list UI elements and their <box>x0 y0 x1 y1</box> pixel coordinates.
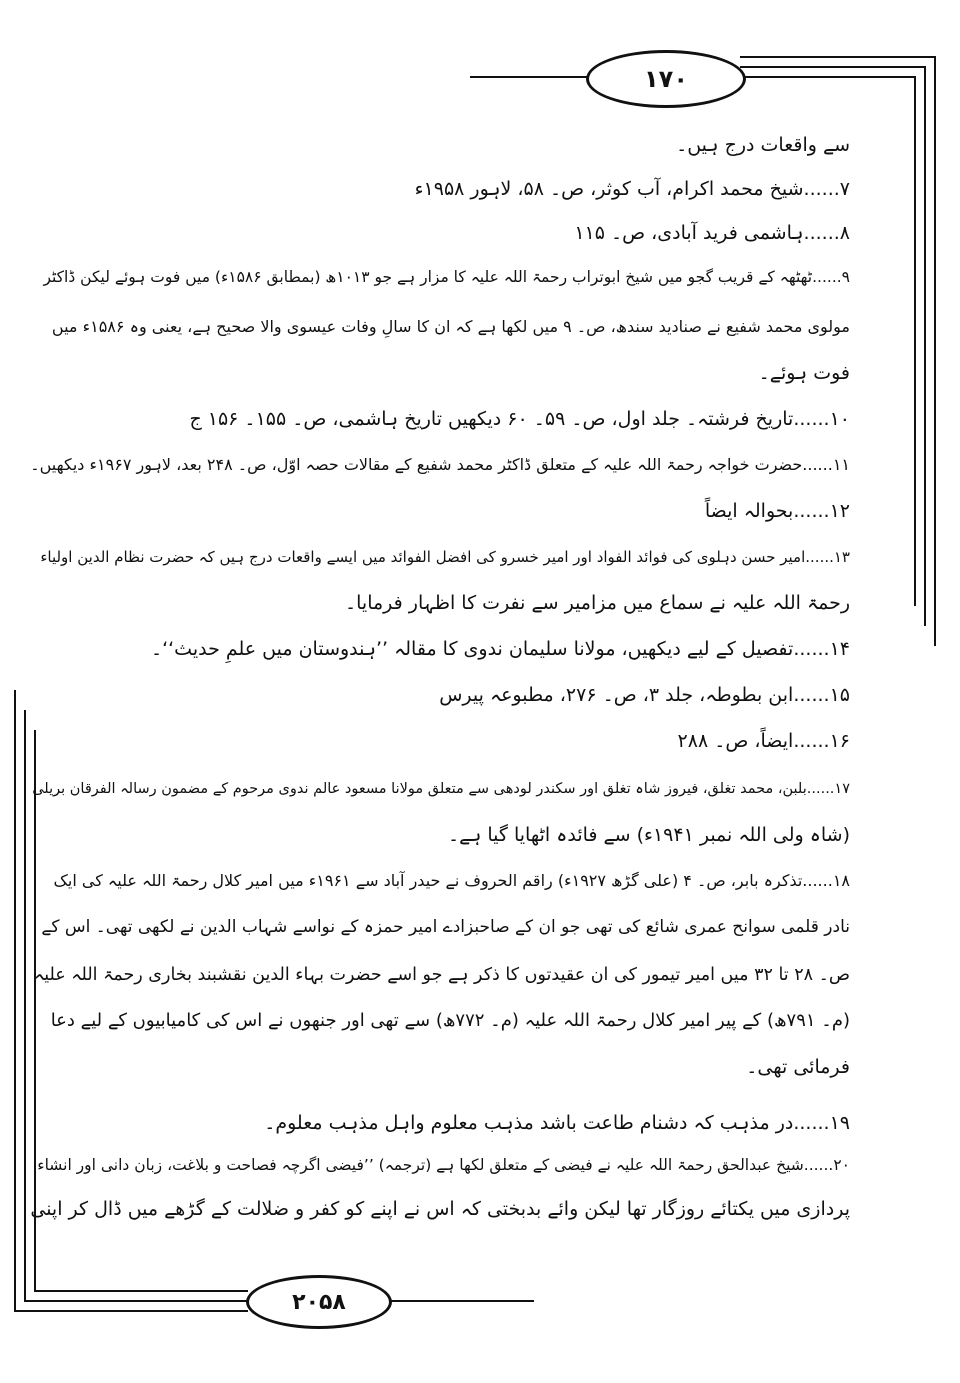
frame-right-line-outer <box>934 56 936 646</box>
footnote-line: ۲۰......شیخ عبدالحق رحمۃ اللہ علیہ نے فیضی کے متعلق لکھا ہے (ترجمہ) ’’فیضی اگرچہ فصاحت و بلاغت، زبان دانی اور انشاء <box>37 1156 850 1174</box>
footnote-line: ۱۲......بحوالہ ایضاً <box>704 500 850 522</box>
footnote-line: ص۔ ۲۸ تا ۳۲ میں امیر تیمور کی ان عقیدتوں کا ذکر ہے جو اسے حضرت بہاء الدین نقشبند بخاری رحمۃ اللہ علیہ <box>33 965 850 985</box>
frame-left-line-middle <box>24 710 26 1300</box>
frame-bottom-line-right <box>384 1300 534 1302</box>
footnote-line: فرمائی تھی۔ <box>746 1056 850 1078</box>
frame-top-line-left <box>470 76 588 78</box>
frame-top-line-outer <box>740 56 936 58</box>
footnote-line: ۱۹......در مذہب کہ دشنام طاعت باشد مذہب معلوم واہل مذہب معلوم۔ <box>264 1112 850 1134</box>
footnote-line: سے واقعات درج ہیں۔ <box>676 134 850 156</box>
footnote-line: رحمۃ اللہ علیہ نے سماع میں مزامیر سے نفرت کا اظہار فرمایا۔ <box>344 592 850 614</box>
bottom-page-number: ۲۰۵۸ <box>246 1275 392 1329</box>
footnote-line: ۱۱......حضرت خواجہ رحمۃ اللہ علیہ کے متعلق ڈاکٹر محمد شفیع کے مقالات حصہ اوّل، ص۔ ۲۴۸ بعد، لاہور ۱۹۶۷ء دیکھیں۔ <box>30 455 850 474</box>
footnote-line: ۱۰......تاریخ فرشتہ۔ جلد اول، ص۔ ۵۹۔ ۶۰ دیکھیں تاریخ ہاشمی، ص۔ ۱۵۵۔ ۱۵۶ ج <box>189 408 850 430</box>
frame-bottom-line-middle <box>24 1300 248 1302</box>
top-page-number: ۱۷۰ <box>586 50 746 108</box>
footnote-line: ۱۸......تذکرہ بابر، ص۔ ۴ (علی گڑھ ۱۹۲۷ء) راقم الحروف نے حیدر آباد سے ۱۹۶۱ء میں امیر کلال رحمۃ اللہ علیہ کی ایک <box>53 871 850 890</box>
footnote-line: ۱۶......ایضاً، ص۔ ۲۸۸ <box>677 730 850 752</box>
footnote-line: مولوی محمد شفیع نے صنادید سندھ، ص۔ ۹ میں لکھا ہے کہ ان کا سالِ وفات عیسوی والا صحیح ہے، یعنی وہ ۱۵۸۶ء میں <box>51 317 850 336</box>
frame-bottom-line-inner <box>34 1290 248 1292</box>
footnote-line: ۱۵......ابن بطوطہ، جلد ۳، ص۔ ۲۷۶، مطبوعہ پیرس <box>439 684 850 706</box>
footnote-line: ۱۷......بلبن، محمد تغلق، فیروز شاہ تغلق اور سکندر لودھی سے متعلق مولانا مسعود عالم ندوی مرحوم کے مضمون رسالہ الفرقان بریلی <box>32 781 850 797</box>
footnote-line: فوت ہوئے۔ <box>758 362 850 384</box>
frame-right-line-inner <box>914 76 916 606</box>
footnote-line: ۷......شیخ محمد اکرام، آب کوثر، ص۔ ۵۸، لاہور ۱۹۵۸ء <box>414 178 850 200</box>
footnote-line: ۸......ہاشمی فرید آبادی، ص۔ ۱۱۵ <box>574 222 850 244</box>
footnote-line: ۹......ٹھٹھہ کے قریب گجو میں شیخ ابوتراب رحمۃ اللہ علیہ کا مزار ہے جو ۱۰۱۳ھ (بمطابق ۱۵۸۶ء) میں فوت ہوئے لیکن ڈاکٹر <box>43 268 850 286</box>
footnote-line: (شاہ ولی اللہ نمبر ۱۹۴۱ء) سے فائدہ اٹھایا گیا ہے۔ <box>447 824 850 846</box>
frame-left-line-outer <box>14 690 16 1310</box>
frame-bottom-line-outer <box>14 1310 248 1312</box>
frame-top-line-inner <box>740 76 916 78</box>
footnote-line: نادر قلمی سوانح عمری شائع کی تھی جو ان کے صاحبزادے امیر حمزہ کے نواسے شہاب الدین نے لکھی تھی۔ اس کے <box>41 917 850 937</box>
frame-right-line-middle <box>924 66 926 626</box>
footnote-line: ۱۴......تفصیل کے لیے دیکھیں، مولانا سلیمان ندوی کا مقالہ ’’ہندوستان میں علمِ حدیث‘‘۔ <box>150 638 850 660</box>
footnote-line: ۱۳......امیر حسن دہلوی کی فوائد الفواد اور امیر خسرو کی افضل الفوائد میں ایسے واقعات درج ہیں کہ حضرت نظام الدین اولیاء <box>40 548 850 566</box>
footnote-line: (م۔ ۷۹۱ھ) کے پیر امیر کلال رحمۃ اللہ علیہ (م۔ ۷۷۲ھ) سے تھی اور جنھوں نے اس کی کامیابیوں کے لیے دعا <box>50 1010 850 1031</box>
frame-top-line-middle <box>740 66 926 68</box>
footnote-line: پردازی میں یکتائے روزگار تھا لیکن وائے بدبختی کہ اس نے اپنے کو کفر و ضلالت کے گڑھے میں ڈال کر اپنی <box>30 1198 850 1220</box>
